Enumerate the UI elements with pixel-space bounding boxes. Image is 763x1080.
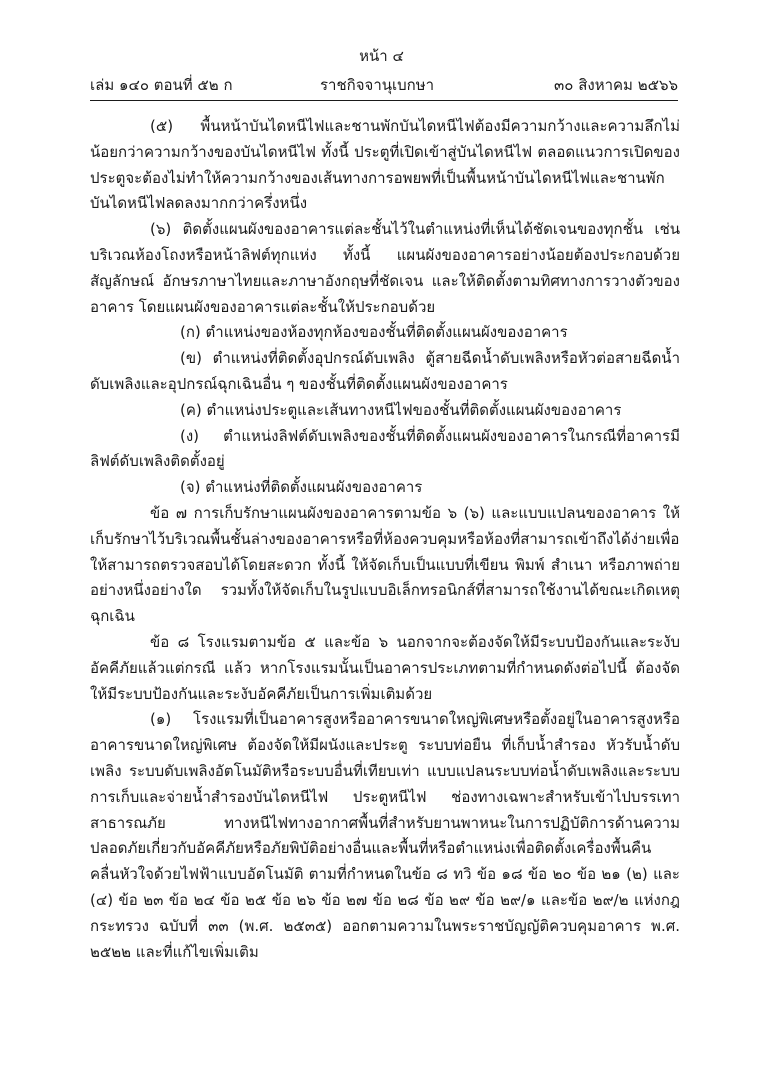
clause-paragraph: ข้อ ๘ โรงแรมตามข้อ ๕ และข้อ ๖ นอกจากจะต้องจัดให้มีระบบป้องกันและระงับอัคคีภัยแล้วแต่กรณี แล้ว หากโรงแรมนั้นเป็นอาคารประเภทตามที่กำหนดดังต่อไปนี้ ต้องจัดให้มีระบบป้องกันและระงับอัคคีภัยเป็นการเพิ่มเติมด้วย <box>90 632 680 703</box>
sub-item: (ง) ตำแหน่งลิฟต์ดับเพลิงของชั้นที่ติดตั้งแผนผังของอาคารในกรณีที่อาคารมีลิฟต์ดับเพลิงติดตั้งอยู่ <box>90 426 680 471</box>
sub-item: (จ) ตำแหน่งที่ติดตั้งแผนผังของอาคาร <box>180 478 423 497</box>
sub-item: (ก) ตำแหน่งของห้องทุกห้องของชั้นที่ติดตั้งแผนผังของอาคาร <box>180 323 568 342</box>
paragraph: (๖) ติดตั้งแผนผังของอาคารแต่ละชั้นไว้ในตำแหน่งที่เห็นได้ชัดเจนของทุกชั้น เช่น บริเวณห้องโถงหรือหน้าลิฟต์ทุกแห่ง ทั้งนี้ แผนผังของอาคารอย่างน้อยต้องประกอบด้วยสัญลักษณ์ อักษรภาษาไทยและภาษาอังกฤษที่ชัดเจน และให้ติดตั้งตามทิศทางการวางตัวของอาคาร โดยแผนผังของอาคารแต่ละชั้นให้ประกอบด้วย <box>90 220 680 316</box>
gazette-title: ราชกิจจานุเบกษา <box>320 76 435 94</box>
running-header <box>90 74 678 96</box>
header-divider <box>90 100 678 101</box>
clause-paragraph: ข้อ ๗ การเก็บรักษาแผนผังของอาคารตามข้อ ๖ (๖) และแบบแปลนของอาคาร ให้เก็บรักษาไว้บริเวณพื้นชั้นล่างของอาคารหรือที่ห้องควบคุมหรือห้องที่สามารถเข้าถึงได้ง่ายเพื่อให้สามารถตรวจสอบได้โดยสะดวก ทั้งนี้ ให้จัดเก็บเป็นแบบที่เขียน พิมพ์ สำเนา หรือภาพถ่าย อย่างหนึ่งอย่างใด รวมทั้งให้จัดเก็บในรูปแบบอิเล็กทรอนิกส์ที่สามารถใช้งานได้ขณะเกิดเหตุฉุกเฉิน <box>90 503 680 626</box>
publication-date: ๓๐ สิงหาคม ๒๕๖๖ <box>554 76 678 94</box>
document-body <box>90 114 680 965</box>
paragraph: (๕) พื้นหน้าบันไดหนีไฟและชานพักบันไดหนีไฟต้องมีความกว้างและความลึกไม่น้อยกว่าความกว้างของบันไดหนีไฟ ทั้งนี้ ประตูที่เปิดเข้าสู่บันไดหนีไฟ ตลอดแนวการเปิดของประตูจะต้องไม่ทำให้ความกว้างของเส้นทางการอพยพที่เป็นพื้นหน้าบันไดหนีไฟและชานพักบันไดหนีไฟลดลงมากกว่าครึ่งหนึ่ง <box>90 117 680 213</box>
page-number: หน้า ๔ <box>359 47 404 65</box>
sub-item: (ข) ตำแหน่งที่ติดตั้งอุปกรณ์ดับเพลิง ตู้สายฉีดน้ำดับเพลิงหรือหัวต่อสายฉีดน้ำดับเพลิงและอุปกรณ์ฉุกเฉินอื่น ๆ ของชั้นที่ติดตั้งแผนผังของอาคาร <box>90 349 680 393</box>
sub-item: (ค) ตำแหน่งประตูและเส้นทางหนีไฟของชั้นที่ติดตั้งแผนผังของอาคาร <box>180 400 622 419</box>
paragraph: (๑) โรงแรมที่เป็นอาคารสูงหรืออาคารขนาดใหญ่พิเศษหรือตั้งอยู่ในอาคารสูงหรืออาคารขนาดใหญ่พิเศษ ต้องจัดให้มีผนังและประตู ระบบท่อยืน ที่เก็บน้ำสำรอง หัวรับน้ำดับเพลิง ระบบดับเพลิงอัตโนมัติหรือระบบอื่นที่เทียบเท่า แบบแปลนระบบท่อน้ำดับเพลิงและระบบการเก็บและจ่ายน้ำสำรองบันไดหนีไฟ ประตูหนีไฟ ช่องทางเฉพาะสำหรับเข้าไปบรรเทาสาธารณภัย ทางหนีไฟทางอากาศพื้นที่สำหรับยานพาหนะในการปฏิบัติการด้านความปลอดภัยเกี่ยวกับอัคคีภัยหรือภัยพิบัติอย่างอื่นและพื้นที่หรือตำแหน่งเพื่อติดตั้งเครื่องพื้นคืนคลื่นหัวใจด้วยไฟฟ้าแบบอัตโนมัติ ตามที่กำหนดในข้อ ๘ ทวิ ข้อ ๑๘ ข้อ ๒๐ ข้อ ๒๑ (๒) และ (๔) ข้อ ๒๓ ข้อ ๒๔ ข้อ ๒๕ ข้อ ๒๖ ข้อ ๒๗ ข้อ ๒๘ ข้อ ๒๙ ข้อ ๒๙/๑ และข้อ ๒๙/๒ แห่งกฎกระทรวง ฉบับที่ ๓๓ (พ.ศ. ๒๕๓๕) ออกตามความในพระราชบัญญัติควบคุมอาคาร พ.ศ. ๒๕๒๒ และที่แก้ไขเพิ่มเติม <box>90 710 680 961</box>
issue-number: เล่ม ๑๔๐ ตอนที่ ๕๒ ก <box>90 76 233 94</box>
